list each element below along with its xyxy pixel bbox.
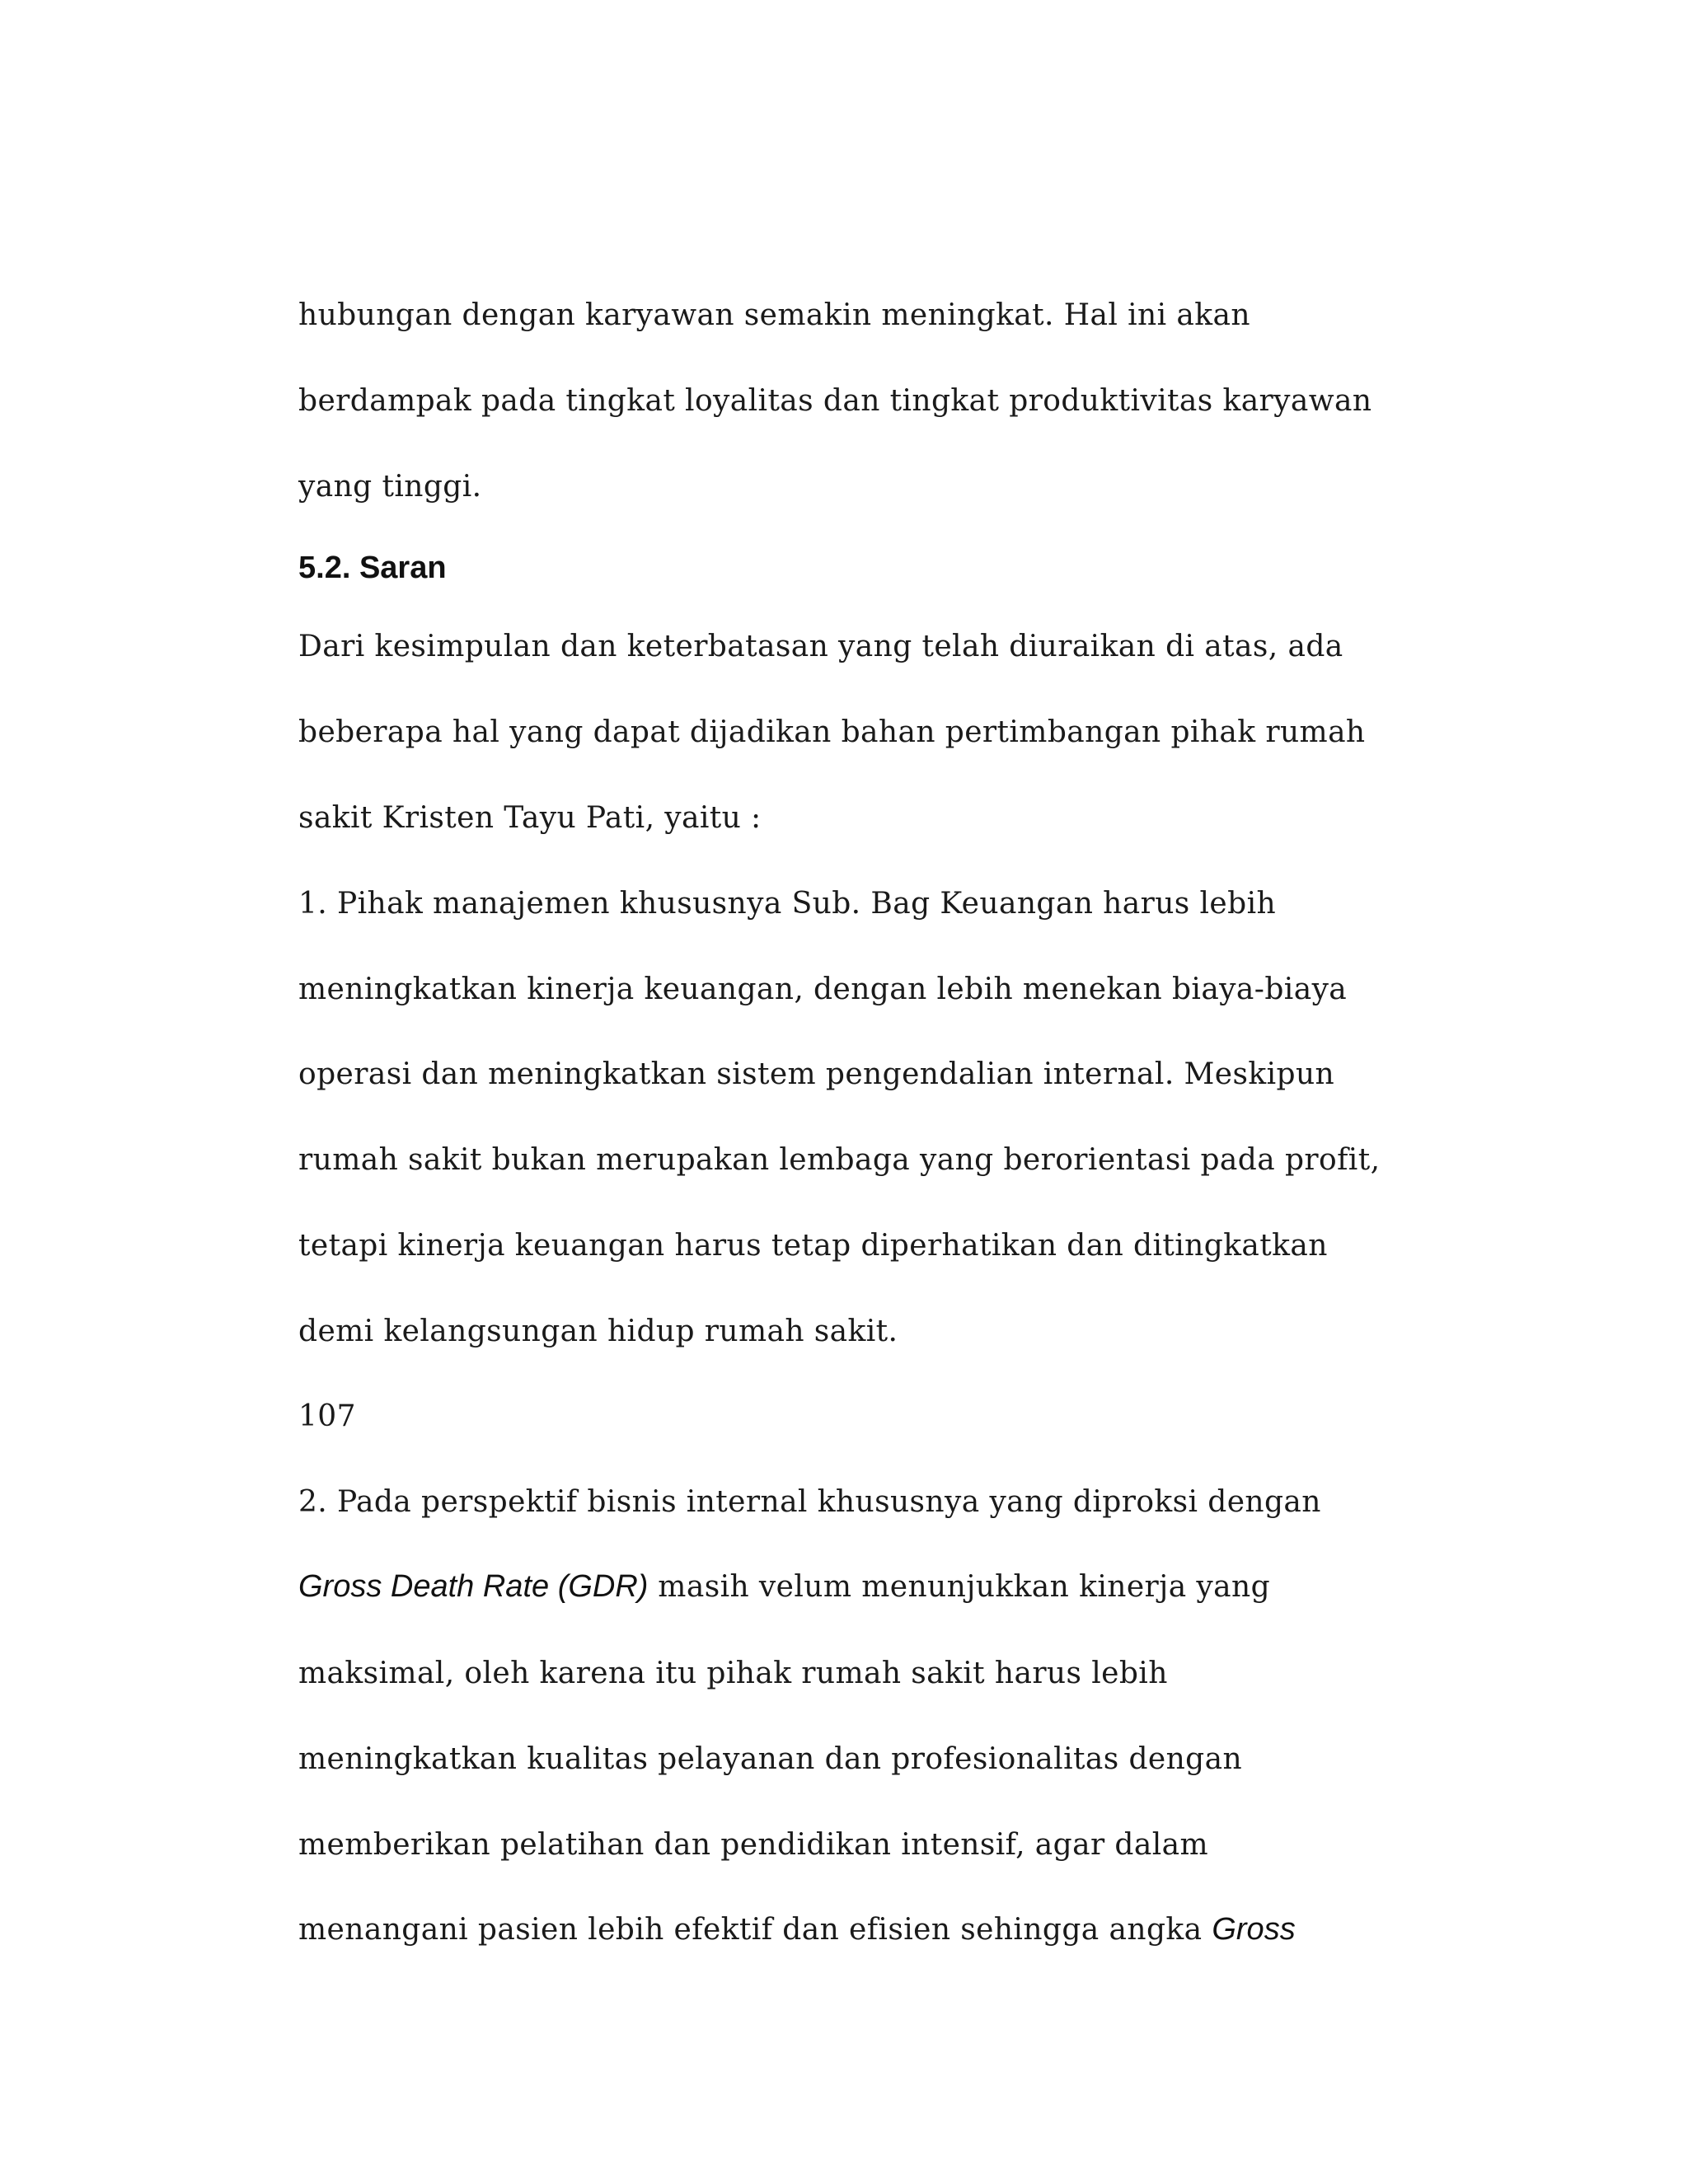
- line-text: menangani pasien lebih efektif dan efisien sehingga angka: [298, 1913, 1212, 1947]
- section-heading: 5.2. Saran: [298, 551, 447, 585]
- list-item-line: tetapi kinerja keuangan harus tetap diperhatikan dan ditingkatkan: [298, 1229, 1328, 1263]
- list-item-line: meningkatkan kualitas pelayanan dan profesionalitas dengan: [298, 1742, 1243, 1776]
- list-item-line: [298, 1912, 1296, 1947]
- line-text: masih velum menunjukkan kinerja yang: [648, 1570, 1271, 1604]
- list-item-line: 1. Pihak manajemen khususnya Sub. Bag Keuangan harus lebih: [298, 887, 1277, 921]
- emphasized-term: Gross: [1212, 1912, 1296, 1947]
- list-item-line: rumah sakit bukan merupakan lembaga yang berorientasi pada profit,: [298, 1143, 1381, 1177]
- body-line: yang tinggi.: [298, 470, 482, 504]
- list-item-line: operasi dan meningkatkan sistem pengendalian internal. Meskipun: [298, 1057, 1335, 1091]
- emphasized-term: Gross Death Rate (GDR): [298, 1569, 649, 1604]
- list-item-line: memberikan pelatihan dan pendidikan intensif, agar dalam: [298, 1828, 1209, 1862]
- list-item-line: 2. Pada perspektif bisnis internal khususnya yang diproksi dengan: [298, 1485, 1321, 1519]
- body-line: hubungan dengan karyawan semakin meningkat. Hal ini akan: [298, 298, 1250, 332]
- list-item-line: meningkatkan kinerja keuangan, dengan lebih menekan biaya-biaya: [298, 972, 1348, 1006]
- list-item-line: [298, 1569, 1270, 1605]
- body-line: beberapa hal yang dapat dijadikan bahan pertimbangan pihak rumah: [298, 715, 1366, 749]
- page-number: 107: [298, 1399, 356, 1433]
- list-item-line: maksimal, oleh karena itu pihak rumah sakit harus lebih: [298, 1657, 1168, 1690]
- body-line: sakit Kristen Tayu Pati, yaitu :: [298, 801, 762, 835]
- body-line: berdampak pada tingkat loyalitas dan tingkat produktivitas karyawan: [298, 384, 1372, 418]
- list-item-line: demi kelangsungan hidup rumah sakit.: [298, 1315, 898, 1348]
- body-line: Dari kesimpulan dan keterbatasan yang telah diuraikan di atas, ada: [298, 630, 1343, 663]
